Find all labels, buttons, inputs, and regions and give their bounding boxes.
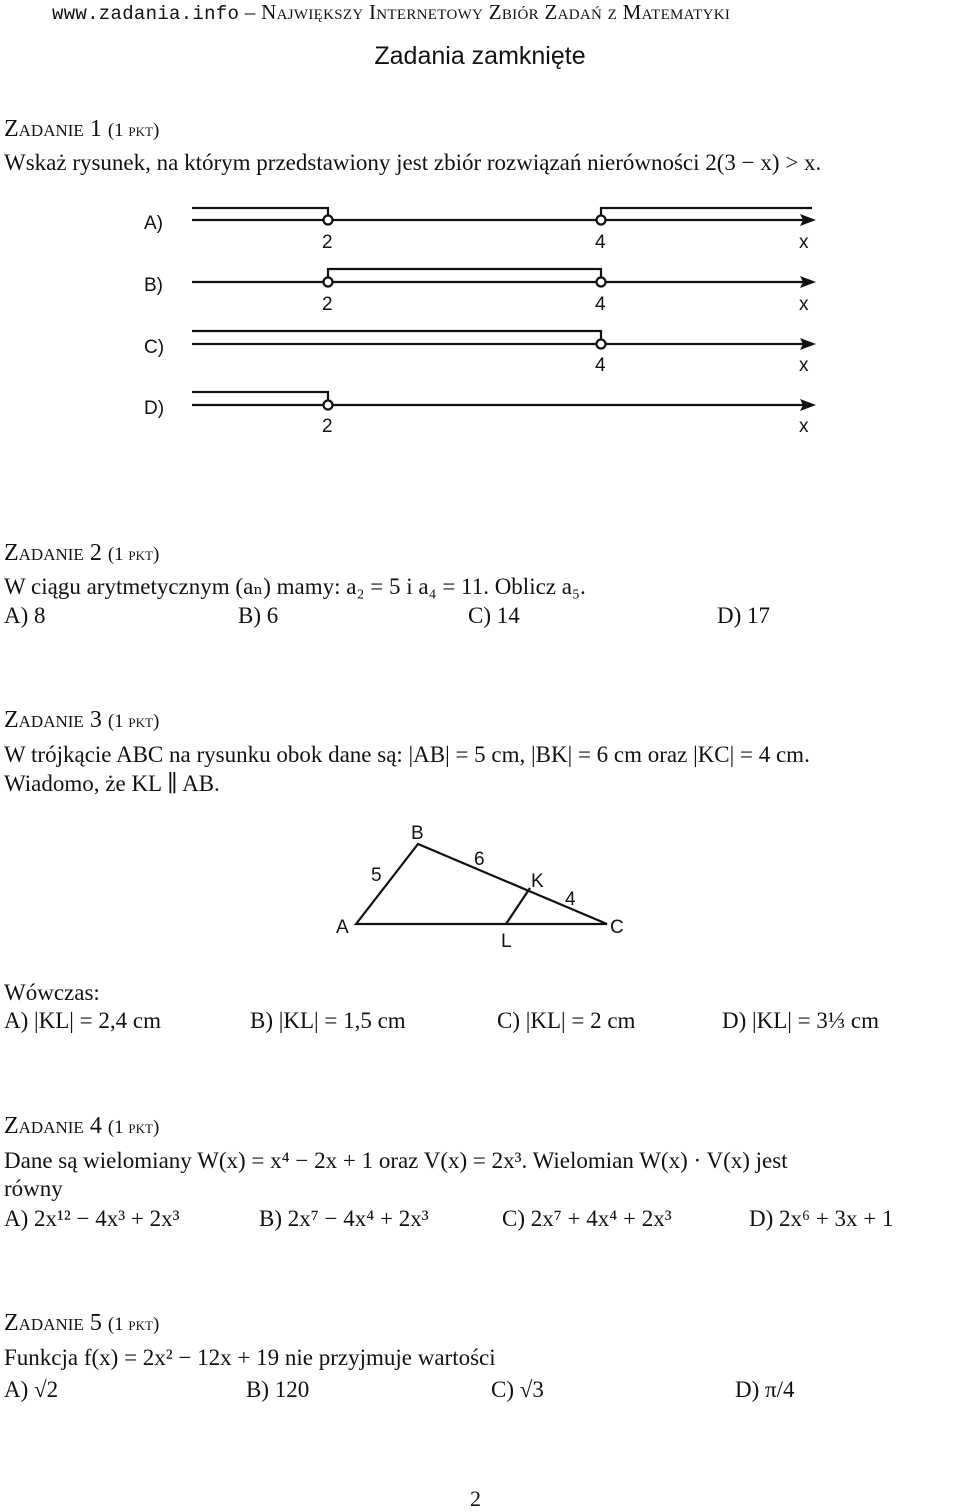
row-d-point-2 bbox=[324, 401, 333, 410]
task-3-heading bbox=[4, 707, 159, 734]
task-2-answer-c: C) 14 bbox=[468, 603, 520, 628]
vertex-c: C bbox=[610, 917, 624, 938]
row-b-tick-4: 4 bbox=[595, 294, 606, 315]
task-2-text: W ciągu arytmetycznym (aₙ) mamy: a₂ = 5 i a₄ = 11. Oblicz a₅. bbox=[4, 574, 586, 599]
segment-kl bbox=[506, 888, 530, 924]
header-separator: – bbox=[239, 0, 262, 24]
task-2-answer-a: A) 8 bbox=[4, 603, 46, 628]
row-a-tick-4: 4 bbox=[595, 232, 606, 253]
task-2-answer-d: D) 17 bbox=[717, 603, 771, 628]
row-a-point-4 bbox=[597, 216, 606, 225]
row-b-label: B) bbox=[144, 275, 163, 296]
task-1-heading bbox=[4, 116, 159, 143]
task-3-text-line1: W trójkącie ABC na rysunku obok dane są: |AB| = 5 cm, |BK| = 6 cm oraz |KC| = 4 cm. bbox=[4, 742, 810, 767]
row-d-bracket bbox=[192, 392, 328, 405]
row-b-bracket bbox=[328, 269, 601, 282]
task-5-label: Zadanie 5 bbox=[4, 1310, 102, 1336]
task-4-answer-a: A) 2x¹² − 4x³ + 2x³ bbox=[4, 1206, 180, 1231]
task-1-label: Zadanie 1 bbox=[4, 116, 102, 142]
task-5-text: Funkcja f(x) = 2x² − 12x + 19 nie przyjmuje wartości bbox=[4, 1345, 496, 1370]
task-2-points: (1 pkt) bbox=[107, 544, 160, 565]
task-2-label: Zadanie 2 bbox=[4, 540, 102, 566]
task-1-text: Wskaż rysunek, na którym przedstawiony jest zbiór rozwiązań nierówności 2(3 − x) > x. bbox=[4, 150, 822, 175]
page-header bbox=[52, 0, 730, 25]
task-3-answer-c: C) |KL| = 2 cm bbox=[497, 1008, 636, 1033]
label-kc: 4 bbox=[565, 889, 576, 910]
task-4-answer-d: D) 2x⁶ + 3x + 1 bbox=[749, 1206, 894, 1231]
row-b-point-2 bbox=[324, 278, 333, 287]
triangle-figure bbox=[320, 815, 640, 960]
task-5-answer-a: A) √2 bbox=[4, 1377, 59, 1402]
task-3-points: (1 pkt) bbox=[107, 711, 160, 732]
task-4-text-line2: równy bbox=[4, 1176, 63, 1201]
label-bk: 6 bbox=[474, 849, 485, 870]
row-a-label: A) bbox=[144, 213, 163, 234]
task-5-answer-c: C) √3 bbox=[491, 1377, 544, 1402]
row-b-tick-2: 2 bbox=[322, 294, 333, 315]
vertex-b: B bbox=[411, 823, 424, 844]
task-4-answer-b: B) 2x⁷ − 4x⁴ + 2x³ bbox=[259, 1206, 429, 1231]
point-k: K bbox=[531, 871, 544, 892]
row-a-right-bracket bbox=[601, 208, 812, 220]
vertex-a: A bbox=[336, 917, 349, 938]
task-3-label: Zadanie 3 bbox=[4, 707, 102, 733]
task-1-points: (1 pkt) bbox=[107, 120, 160, 141]
number-line-figure bbox=[0, 190, 960, 440]
row-d-label: D) bbox=[144, 398, 165, 419]
row-a-var: x bbox=[799, 232, 809, 253]
task-4-text-line1: Dane są wielomiany W(x) = x⁴ − 2x + 1 oraz V(x) = 2x³. Wielomian W(x) · V(x) jest bbox=[4, 1148, 788, 1173]
task-4-points: (1 pkt) bbox=[107, 1117, 160, 1138]
row-a-point-2 bbox=[324, 216, 333, 225]
section-title: Zadania zamknięte bbox=[374, 42, 586, 70]
task-3-answer-b: B) |KL| = 1,5 cm bbox=[250, 1008, 406, 1033]
task-4-heading bbox=[4, 1113, 159, 1140]
row-a-tick-2: 2 bbox=[322, 232, 333, 253]
task-5-points: (1 pkt) bbox=[107, 1314, 160, 1335]
task-3-text-line2: Wiadomo, że KL ∥ AB. bbox=[4, 771, 220, 796]
task-5-answer-b: B) 120 bbox=[246, 1377, 310, 1402]
task-2-answer-b: B) 6 bbox=[238, 603, 279, 628]
header-tagline: Największy Internetowy Zbiór Zadań z Matematyki bbox=[261, 0, 731, 24]
row-c-tick-4: 4 bbox=[595, 355, 606, 376]
row-a-left-bracket bbox=[192, 208, 328, 220]
row-d-var: x bbox=[799, 416, 809, 437]
row-c-var: x bbox=[799, 355, 809, 376]
task-5-heading bbox=[4, 1310, 159, 1337]
point-l: L bbox=[501, 931, 512, 952]
row-d-tick-2: 2 bbox=[322, 416, 333, 437]
task-3-answer-d: D) |KL| = 3⅓ cm bbox=[722, 1008, 879, 1033]
label-ab: 5 bbox=[371, 865, 382, 886]
task-4-label: Zadanie 4 bbox=[4, 1113, 102, 1139]
page-number: 2 bbox=[470, 1486, 481, 1511]
row-c-bracket bbox=[192, 331, 601, 344]
row-b-point-4 bbox=[597, 278, 606, 287]
task-2-heading bbox=[4, 540, 159, 567]
task-5-answer-d: D) π/4 bbox=[735, 1377, 795, 1402]
task-4-answer-c: C) 2x⁷ + 4x⁴ + 2x³ bbox=[502, 1206, 672, 1231]
row-c-label: C) bbox=[144, 337, 165, 358]
row-c-point-4 bbox=[597, 340, 606, 349]
task-3-answer-a: A) |KL| = 2,4 cm bbox=[4, 1008, 161, 1033]
row-b-var: x bbox=[799, 294, 809, 315]
task-3-prompt: Wówczas: bbox=[4, 980, 100, 1005]
site-url: www.zadania.info bbox=[52, 3, 240, 25]
